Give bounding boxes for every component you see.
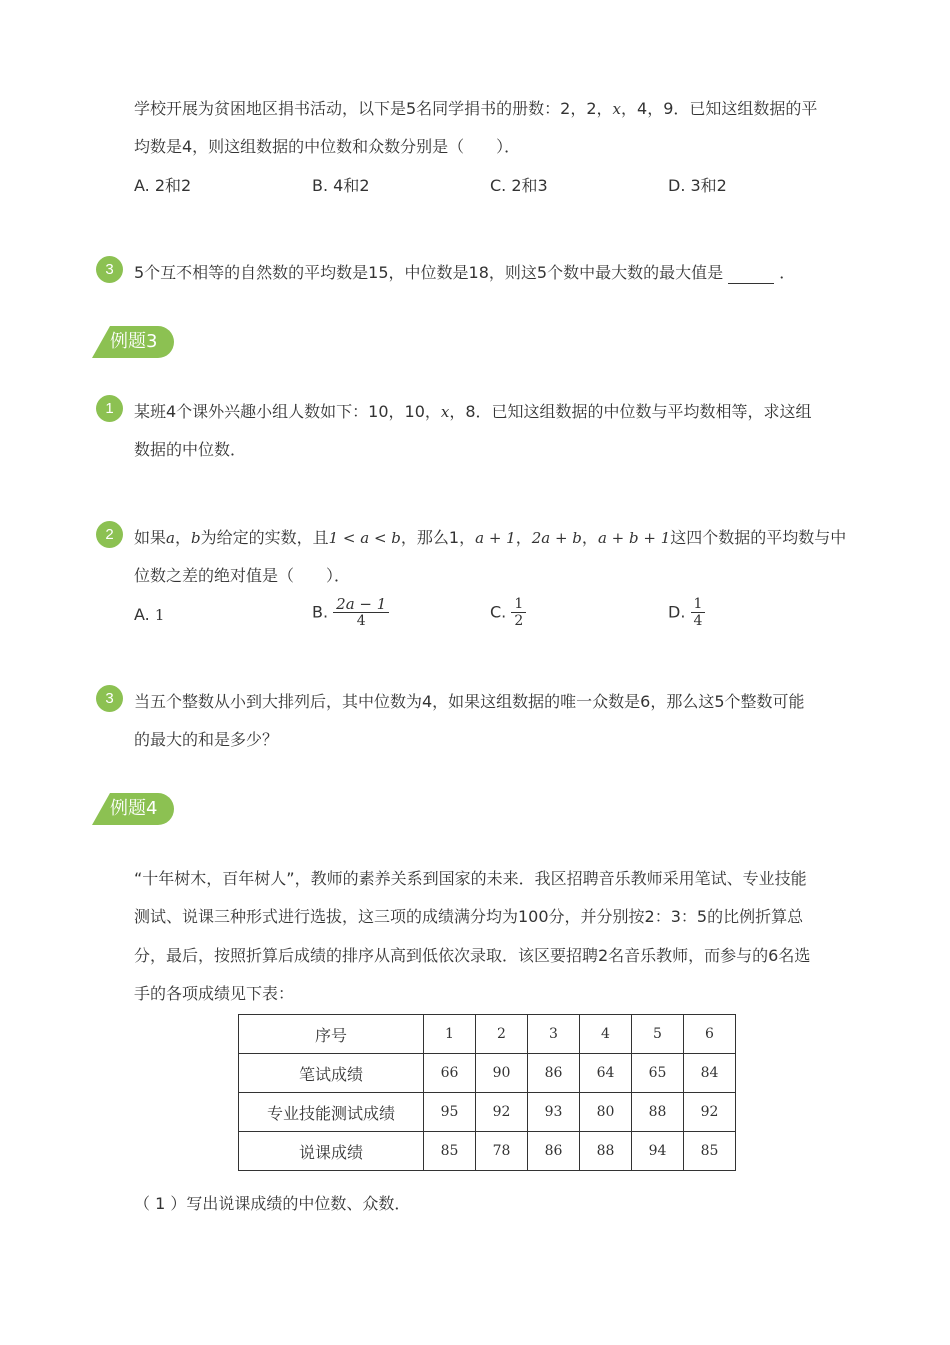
table-cell: 84 [684, 1054, 736, 1093]
scores-table [238, 1014, 736, 1171]
table-header-cell: 3 [528, 1015, 580, 1054]
example-3-q3-line-1: 当五个整数从小到大排列后，其中位数为4，如果这组数据的唯一众数是6，那么这5个整数可能 [134, 692, 805, 711]
table-cell: 86 [528, 1054, 580, 1093]
example-4-line-4: 手的各项成绩见下表： [134, 984, 295, 1003]
prev-option-c: C. 2和3 [490, 176, 548, 195]
table-cell: 65 [632, 1054, 684, 1093]
table-row [239, 1093, 736, 1132]
table-cell: 66 [424, 1054, 476, 1093]
prev-option-b: B. 4和2 [312, 176, 370, 195]
example-4-line-3: 分，最后，按照折算后成绩的排序从高到低依次录取．该区要招聘2名音乐教师，而参与的6名选 [134, 946, 811, 965]
table-header-cell: 2 [476, 1015, 528, 1054]
table-cell: 88 [580, 1132, 632, 1171]
table-row [239, 1132, 736, 1171]
example-4-sub-question-1: （ 1 ）写出说课成绩的中位数、众数． [134, 1194, 411, 1213]
table-header-cell: 5 [632, 1015, 684, 1054]
table-row [239, 1054, 736, 1093]
prev-option-a: A. 2和2 [134, 176, 192, 195]
example-3-q2-option-d: D. $\frac{1}{4}$ [668, 596, 705, 629]
table-header-cell: 序号 [239, 1015, 424, 1054]
example-4-line-2: 测试、说课三种形式进行选拔，这三项的成绩满分均为100分，并分别按2：3：5的比例折算总 [134, 907, 804, 926]
example-3-q2-option-a: A. 1 [134, 605, 165, 624]
question-number-badge: 3 [96, 685, 123, 712]
table-row-label: 笔试成绩 [239, 1054, 424, 1093]
fraction: $\frac{1}{2}$ [511, 596, 526, 629]
table-row-label: 专业技能测试成绩 [239, 1093, 424, 1132]
example-3-q2-line-1: 如果a，b为给定的实数，且1 < a < b，那么1，a + 1，2a + b，a + b + 1这四个数据的平均数与中 [134, 528, 847, 547]
table-row-label: 说课成绩 [239, 1132, 424, 1171]
table-cell: 90 [476, 1054, 528, 1093]
question-number-badge: 1 [96, 395, 123, 422]
fraction: $\frac{2a - 1}{4}$ [333, 596, 389, 629]
table-cell: 92 [476, 1093, 528, 1132]
table-cell: 92 [684, 1093, 736, 1132]
question-3-text: 5个互不相等的自然数的平均数是15，中位数是18，则这5个数中最大数的最大值是 ． [134, 263, 796, 282]
example-4-line-1: “十年树木，百年树人”，教师的素养关系到国家的未来．我区招聘音乐教师采用笔试、专业技能 [134, 869, 807, 888]
example-3-q1-line-1: 某班4个课外兴趣小组人数如下：10，10，x，8．已知这组数据的中位数与平均数相等，求这组 [134, 402, 812, 421]
table-cell: 78 [476, 1132, 528, 1171]
table-cell: 94 [632, 1132, 684, 1171]
table-header-cell: 6 [684, 1015, 736, 1054]
table-header-row [239, 1015, 736, 1054]
question-number-badge: 2 [96, 521, 123, 548]
example-3-q2-option-c: C. $\frac{1}{2}$ [490, 596, 526, 629]
table-cell: 85 [424, 1132, 476, 1171]
table-cell: 95 [424, 1093, 476, 1132]
prev-option-d: D. 3和2 [668, 176, 727, 195]
example-4-tag [92, 793, 174, 825]
prev-problem-line-2: 均数是4，则这组数据的中位数和众数分别是（ ）． [134, 137, 521, 156]
table-cell: 64 [580, 1054, 632, 1093]
table-header-cell: 1 [424, 1015, 476, 1054]
example-3-q1-line-2: 数据的中位数． [134, 440, 247, 459]
table-cell: 88 [632, 1093, 684, 1132]
example-3-title: 例题3 [110, 331, 158, 352]
example-3-q2-line-2: 位数之差的绝对值是（ ）． [134, 566, 351, 585]
table-cell: 93 [528, 1093, 580, 1132]
table-cell: 85 [684, 1132, 736, 1171]
prev-problem-line-1: 学校开展为贫困地区捐书活动，以下是5名同学捐书的册数：2，2，x，4，9．已知这组数据的平 [134, 99, 818, 118]
example-3-q3-line-2: 的最大的和是多少？ [134, 730, 279, 749]
table-header-cell: 4 [580, 1015, 632, 1054]
example-3-tag [92, 326, 174, 358]
answer-blank [728, 267, 774, 284]
fraction: $\frac{1}{4}$ [691, 596, 706, 629]
example-3-q2-option-b: B. $\frac{2a - 1}{4}$ [312, 596, 389, 629]
table-cell: 80 [580, 1093, 632, 1132]
table-cell: 86 [528, 1132, 580, 1171]
example-4-title: 例题4 [110, 798, 158, 819]
question-number-badge: 3 [96, 256, 123, 283]
